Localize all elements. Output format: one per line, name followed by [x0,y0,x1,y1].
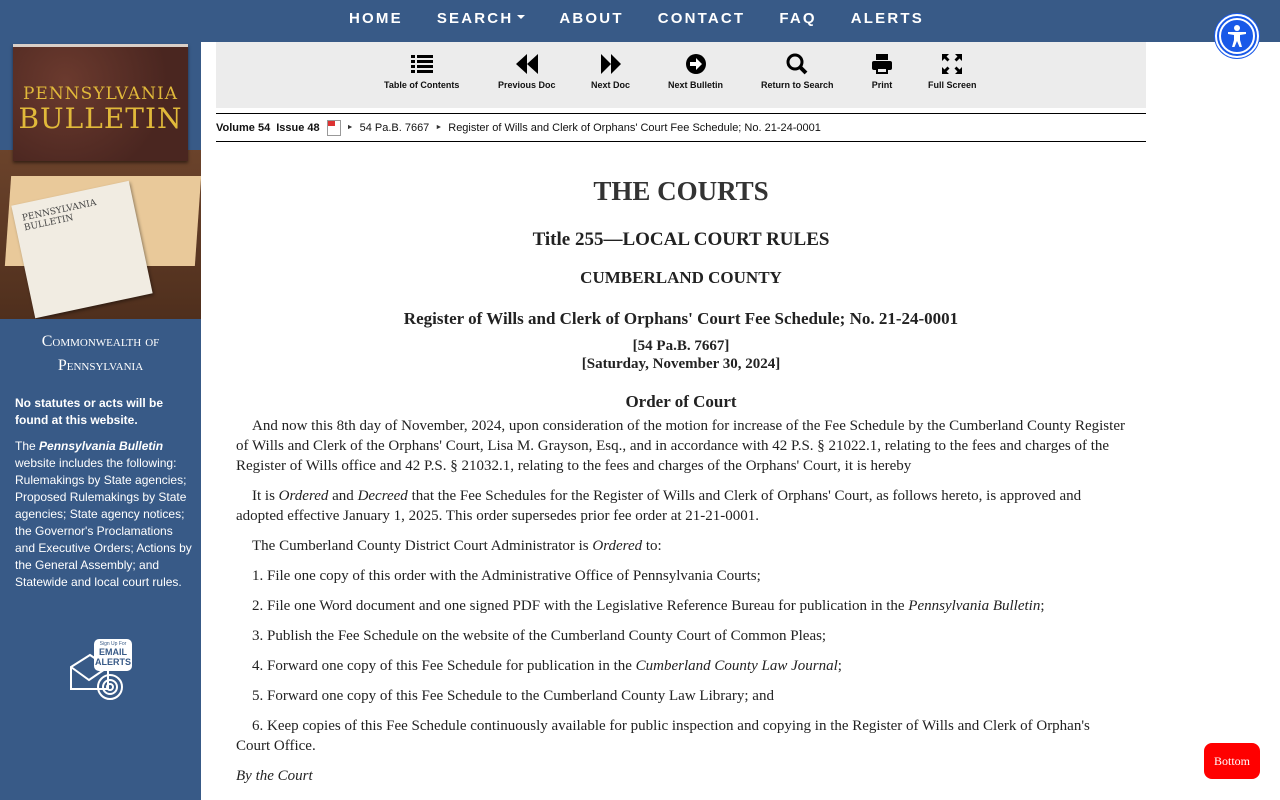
pennsylvania-bulletin-logo[interactable] [0,42,201,319]
document-body [236,170,1126,786]
nav-search[interactable] [437,10,526,27]
accessibility-icon [1219,18,1255,54]
commonwealth-heading [0,330,201,378]
breadcrumb [216,113,1146,142]
email-alerts-signup[interactable] [68,639,134,701]
signature: By the Court [236,768,313,784]
order-heading: Order of Court [625,392,737,411]
tool-label: Previous Doc [498,80,556,90]
list-icon [384,52,459,76]
desc-italic: Pennsylvania Bulletin [39,439,164,453]
title-line: Title 255—LOCAL COURT RULES [532,229,830,250]
desc-rest: website includes the following: Rulemakings by State agencies; Proposed Rulemakings by State agencies; State agency notices; the Governor's Proclamations and Executive Orders; Actions by the General Assembly; and Statewide and local court rules. [15,456,192,589]
heading-line1: Commonwealth of [41,333,160,350]
nav-contact[interactable]: CONTACT [657,9,746,27]
list-item: 3. Publish the Fee Schedule on the website of the Cumberland County Court of Common Pleas; [252,628,827,644]
badge-line2: ALERTS [95,657,131,667]
nav-alerts[interactable]: ALERTS [850,9,924,27]
tool-label: Next Doc [591,80,631,90]
search-icon [761,52,834,76]
fast-forward-icon [591,52,630,76]
sidebar [0,42,201,800]
site-description [15,438,195,591]
nav-about[interactable]: ABOUT [559,9,624,27]
breadcrumb-issue[interactable]: Issue 48 [276,121,320,134]
logo-line2: BULLETIN [18,102,183,135]
document-toolbar [216,42,1146,108]
print-button[interactable] [871,52,893,90]
paragraph-1: And now this 8th day of November, 2024, upon consideration of the motion for increase of the Fee Schedule by the Cumberland County Register of Wills and Clerk of the Orphans' Court, Lisa M. Grayson, Esq., and in accordance with 42 P.S. § 21022.1, relating to the fees and charges of the Register of Wills office and 42 P.S. § 21032.1, relating to the fees and charges of the Orphans' Court, it is hereby [236,418,1125,474]
print-icon [871,52,893,76]
next-bulletin-button[interactable] [668,52,723,90]
tool-label: Next Bulletin [668,80,724,90]
caret-down-icon [517,15,525,19]
accessibility-button[interactable] [1215,14,1259,58]
publication-date: [Saturday, November 30, 2024] [581,356,781,372]
paragraph-3: The Cumberland County District Court Administrator is Ordered to: [252,538,662,554]
paragraph-2: It is Ordered and Decreed that the Fee Schedules for the Register of Wills and Clerk of Orphans' Court, as follows hereto, is approved and adopted effective January 1, 2025. This order supersedes prior fee order at 21-21-0001. [236,488,1082,524]
list-item: 2. File one Word document and one signed PDF with the Legislative Reference Bureau for publication in the Pennsylvania Bulletin; [252,598,1045,614]
breadcrumb-separator-icon: ► [346,124,354,131]
top-nav [0,0,1280,42]
nav-home[interactable]: HOME [349,9,403,27]
section-title: THE COURTS [593,176,769,206]
scroll-to-bottom-button[interactable]: Bottom [1204,743,1260,779]
previous-doc-button[interactable] [498,52,556,90]
citation: [54 Pa.B. 7667] [632,338,730,354]
breadcrumb-separator-icon: ► [435,124,443,131]
statutes-note: No statutes or acts will be found at this website. [15,396,164,427]
pdf-icon[interactable] [327,120,341,136]
arrow-circle-right-icon [668,52,723,76]
logo-line1: PENNSYLVANIA [22,84,178,104]
list-item: 6. Keep copies of this Fee Schedule continuously available for public inspection and copying in the Register of Wills and Clerk of Orphan's Court Office. [236,718,1090,754]
badge-line1: EMAIL [99,647,127,657]
desc-prefix: The [15,439,40,453]
rewind-icon [498,52,556,76]
return-to-search-button[interactable] [761,52,834,90]
tool-label: Return to Search [761,80,834,90]
logo-plaque [13,44,188,161]
expand-icon [928,52,977,76]
nav-search-label: SEARCH [436,9,514,27]
next-doc-button[interactable] [591,52,630,90]
list-item: 1. File one copy of this order with the Administrative Office of Pennsylvania Courts; [252,568,761,584]
breadcrumb-title: Register of Wills and Clerk of Orphans' Court Fee Schedule; No. 21-24-0001 [448,121,821,134]
table-of-contents-button[interactable] [384,52,459,90]
document-heading: Register of Wills and Clerk of Orphans' Court Fee Schedule; No. 21-24-0001 [403,309,959,328]
cover-text: PENNSYLVANIA BULLETIN [21,198,98,234]
email-alerts-badge [94,639,132,671]
tool-label: Full Screen [928,80,977,90]
badge-small: Sign Up For [99,641,127,647]
tool-label: Print [871,80,893,90]
tool-label: Table of Contents [384,80,460,90]
breadcrumb-volume[interactable]: Volume 54 [216,121,271,134]
nav-faq[interactable]: FAQ [779,9,817,27]
breadcrumb-citation: 54 Pa.B. 7667 [359,121,430,134]
list-item: 4. Forward one copy of this Fee Schedule for publication in the Cumberland County Law Journal; [252,658,842,674]
list-item: 5. Forward one copy of this Fee Schedule to the Cumberland County Law Library; and [252,688,774,704]
county-heading: CUMBERLAND COUNTY [580,268,782,287]
heading-line2: Pennsylvania [57,357,144,374]
full-screen-button[interactable] [928,52,977,90]
